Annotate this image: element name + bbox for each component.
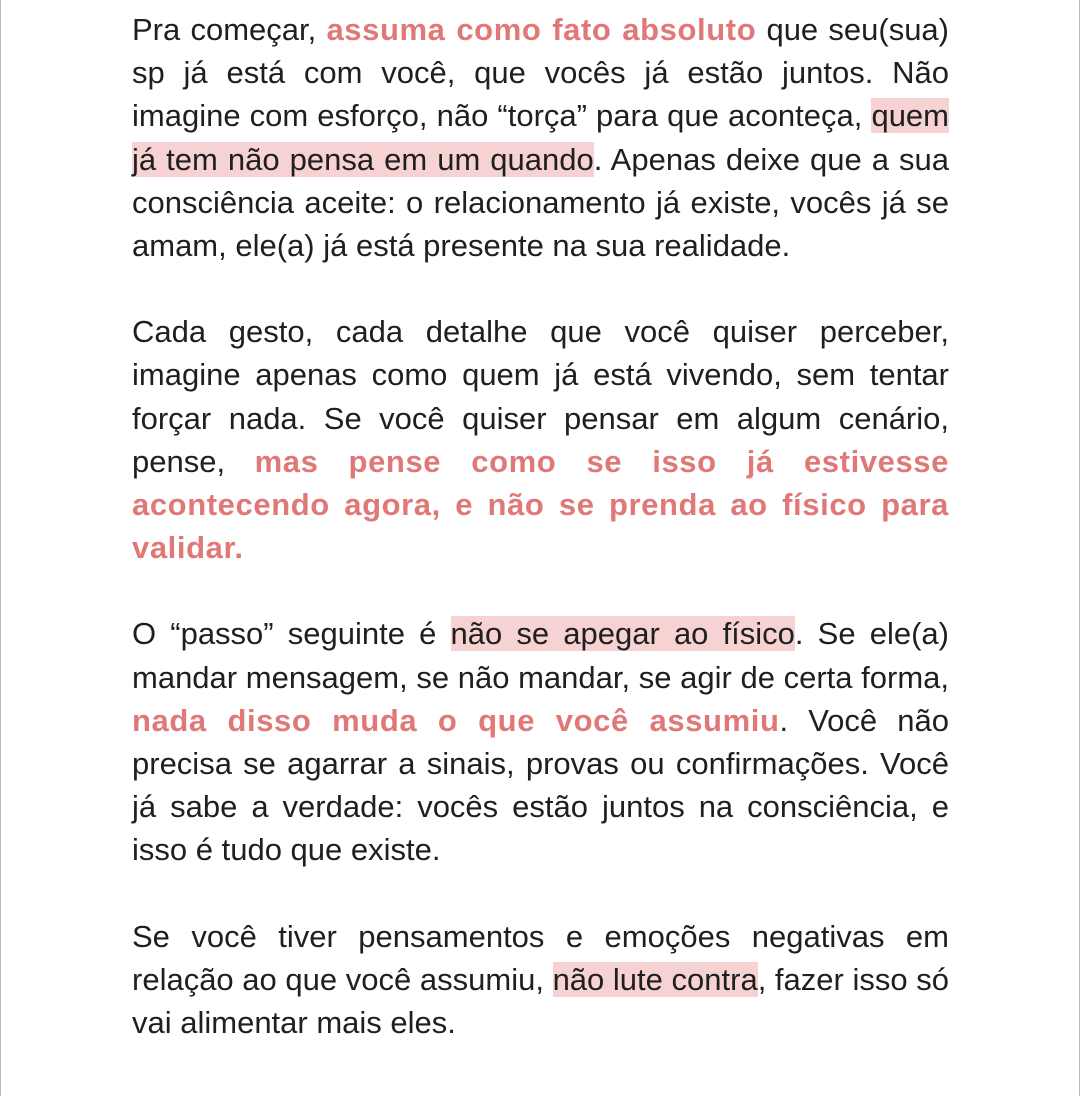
paragraph-4-text: Se você tiver pensamentos e emoções negativas em relação ao que você assumiu, [132, 918, 949, 997]
highlighted-text: quem já tem não pensa em um quando [132, 98, 949, 177]
paragraph-2-text: Cada gesto, cada detalhe que você quiser perceber, imagine apenas como quem já está vivendo, sem tentar forçar nada. Se você quiser pensar em algum cenário, pense, [132, 314, 949, 479]
document-body [132, 8, 949, 1044]
paragraph-3-text: O “passo” seguinte é [132, 616, 451, 652]
paragraph-3 [132, 612, 949, 871]
highlighted-text: não se apegar ao físico [450, 616, 795, 652]
paragraph-1 [132, 8, 949, 267]
paragraph-1-text: que seu(sua) sp já está com você, que vocês já estão juntos. Não imagine com esforço, não “torça” para que aconteça, [132, 12, 949, 134]
paragraph-3-text: . Se ele(a) mandar mensagem, se não mandar, se agir de certa forma, [132, 616, 949, 695]
emphasis-text: nada disso muda o que você assumiu [132, 702, 780, 738]
highlighted-text: não lute contra [552, 961, 758, 997]
paragraph-3-text: . Você não precisa se agarrar a sinais, provas ou confirmações. Você já sabe a verdade: vocês estão juntos na consciência, e isso é tudo que existe. [132, 702, 949, 868]
paragraph-4-text: , fazer isso só vai alimentar mais eles. [132, 961, 949, 1041]
emphasis-text: assuma como fato absoluto [326, 12, 757, 47]
paragraph-4 [132, 915, 949, 1045]
emphasis-text: mas pense como se isso já estivesse acontecendo agora, e não se prenda ao físico para validar. [132, 443, 949, 566]
paragraph-1-text: Pra começar, [132, 12, 327, 47]
paragraph-2 [132, 310, 949, 569]
paragraph-1-text: . Apenas deixe que a sua consciência aceite: o relacionamento já existe, vocês já se amam, ele(a) já está presente na sua realidade. [132, 141, 949, 264]
